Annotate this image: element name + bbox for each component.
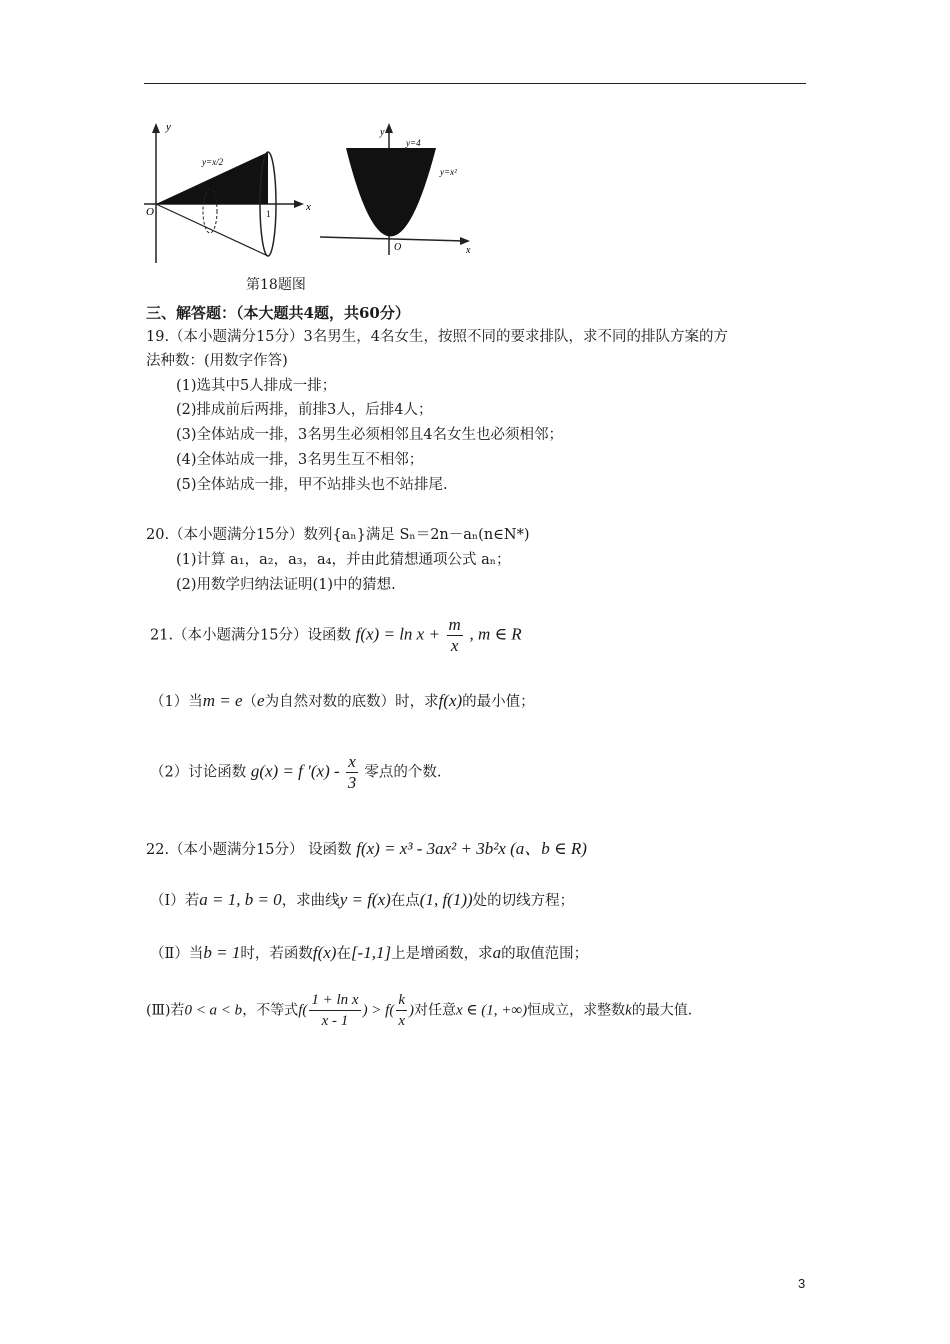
fig2-origin-label: O	[394, 242, 402, 253]
fig1-one-label: 1	[266, 209, 271, 219]
fig2-line-label: y=4	[406, 138, 421, 148]
q22-p3-fraction-2	[396, 990, 407, 1031]
q22-p1-math-1: a = 1, b = 0	[199, 890, 282, 909]
q22-p1-text-c: 在点	[390, 893, 420, 909]
q19-stem-line2: 法种数：(用数字作答)	[146, 353, 288, 369]
q22-part-1	[150, 889, 574, 910]
q19-item-1: (1)选其中5人排成一排；	[176, 378, 337, 394]
q22-p3-math-2: f(	[298, 1002, 308, 1019]
q21-p1-math-2: e	[257, 691, 265, 710]
q22-stem-text: 22.（本小题满分15分） 设函数	[146, 842, 352, 858]
fig2-y-label: y	[380, 127, 385, 138]
q22-p1-text-a: （Ⅰ）若	[150, 893, 200, 909]
q20-item-1: (1)计算 a₁，a₂，a₃，a₄，并由此猜想通项公式 aₙ；	[176, 552, 511, 568]
q22-p3-text-b: ，不等式	[242, 1002, 299, 1019]
q21-part-1	[150, 690, 535, 711]
q22-p2-text-c: 在	[336, 946, 351, 962]
q22-p3-text-e: 的最大值.	[631, 1002, 693, 1019]
q22-p2-text-a: （Ⅱ）当	[150, 946, 204, 962]
q21-stem-math-b: , m ∈ R	[469, 624, 522, 644]
q22-p3-frac1-denominator: x - 1	[321, 1013, 349, 1029]
q22-p3-text-d: 恒成立，求整数	[527, 1002, 626, 1019]
q22-p1-math-2: y = f(x)	[339, 890, 391, 909]
q21-p2-frac-numerator: x	[348, 752, 356, 771]
q21-p2-math-1: g(x) = f ′(x) -	[250, 761, 340, 781]
q22-p3-frac1-numerator: 1 + ln x	[309, 990, 360, 1011]
q22-p3-fraction-1	[309, 990, 360, 1031]
q22-stem	[146, 834, 587, 859]
q22-p1-text-b: ，求曲线	[281, 893, 340, 909]
q19-item-4: (4)全体站成一排，3名男生互不相邻；	[176, 452, 424, 468]
q22-p2-text-d: 上是增函数，求	[391, 946, 493, 962]
q22-p3-text-c: 对任意	[414, 1002, 457, 1019]
fig1-y-label: y	[166, 121, 171, 133]
q22-p2-math-4: a	[492, 943, 502, 962]
q22-p2-text-e: 的取值范围；	[501, 946, 589, 962]
q22-p3-math-5: x ∈ (1, +∞)	[456, 1002, 528, 1019]
q21-p2-text-b: 零点的个数.	[364, 764, 442, 781]
q22-p2-text-b: 时，若函数	[240, 946, 313, 962]
q22-stem-math: f(x) = x³ - 3ax² + 3b²x (a、b ∈ R)	[356, 839, 587, 858]
q21-p1-text-c: 为自然对数的底数）时，求	[264, 694, 439, 710]
q22-p3-text-a: (Ⅲ)若	[146, 1002, 185, 1019]
q21-stem-math-a: f(x) = ln x +	[355, 624, 440, 644]
section-title: 三、解答题：（本大题共4题，共60分）	[146, 304, 410, 322]
q21-part-2	[150, 752, 442, 793]
q18-figures	[140, 115, 480, 275]
q19-stem-line1: 19.（本小题满分15分）3名男生，4名女生，按照不同的要求排队，求不同的排队方案的方	[146, 329, 728, 345]
q21-p1-text-d: 的最小值；	[462, 694, 535, 710]
fig2-curve-label: y=x²	[440, 167, 457, 177]
q22-p2-math-3: [-1,1]	[350, 943, 392, 962]
q22-p3-math-1: 0 < a < b	[184, 1002, 243, 1019]
q21-p1-text-b: （	[242, 694, 258, 710]
q22-p2-math-1: b = 1	[203, 943, 241, 962]
q22-p1-math-3: (1, f(1))	[419, 890, 473, 909]
q21-p1-math-3: f(x)	[438, 691, 463, 710]
fig1-curve-label: y=x/2	[202, 157, 224, 167]
figure-cone	[144, 121, 311, 263]
page-number: 3	[798, 1276, 806, 1291]
figure-parabola	[320, 123, 471, 256]
q19-item-2: (2)排成前后两排，前排3人，后排4人；	[176, 402, 433, 418]
fig2-x-label: x	[466, 245, 471, 256]
q22-p3-frac2-denominator: x	[398, 1013, 406, 1029]
q22-part-3	[146, 990, 692, 1031]
q19-item-5: (5)全体站成一排，甲不站排头也不站排尾.	[176, 477, 448, 493]
q22-p3-math-4: )	[409, 1002, 415, 1019]
q20-item-2: (2)用数学归纳法证明(1)中的猜想.	[176, 577, 396, 593]
q21-p1-text-a: （1）当	[150, 694, 203, 710]
q21-frac-numerator: m	[448, 615, 461, 634]
q21-p2-text-a: （2）讨论函数	[150, 764, 247, 781]
q21-p2-frac-denominator: 3	[347, 773, 357, 792]
q22-p3-frac2-numerator: k	[396, 990, 407, 1011]
q22-p3-math-6: k	[625, 1002, 632, 1019]
q22-p2-math-2: f(x)	[312, 943, 337, 962]
q20-stem: 20.（本小题满分15分）数列{aₙ}满足 Sₙ＝2n－aₙ(n∈N*)	[146, 527, 530, 543]
fig1-x-label: x	[306, 201, 311, 213]
q19-item-3: (3)全体站成一排，3名男生必须相邻且4名女生也必须相邻；	[176, 427, 563, 443]
fig1-origin-label: O	[146, 206, 154, 218]
q21-frac-denominator: x	[450, 636, 459, 655]
figure-caption: 第18题图	[246, 277, 306, 293]
q21-p1-math-1: m = e	[202, 691, 243, 710]
q21-stem-fraction	[447, 615, 463, 656]
q22-p3-math-3: ) > f(	[362, 1002, 395, 1019]
q21-p2-fraction	[346, 752, 358, 793]
header-rule	[144, 83, 806, 84]
q21-stem	[150, 615, 522, 656]
q22-part-2	[150, 942, 588, 963]
q21-stem-text: 21.（本小题满分15分）设函数	[150, 627, 352, 644]
q22-p1-text-d: 处的切线方程；	[472, 893, 575, 909]
